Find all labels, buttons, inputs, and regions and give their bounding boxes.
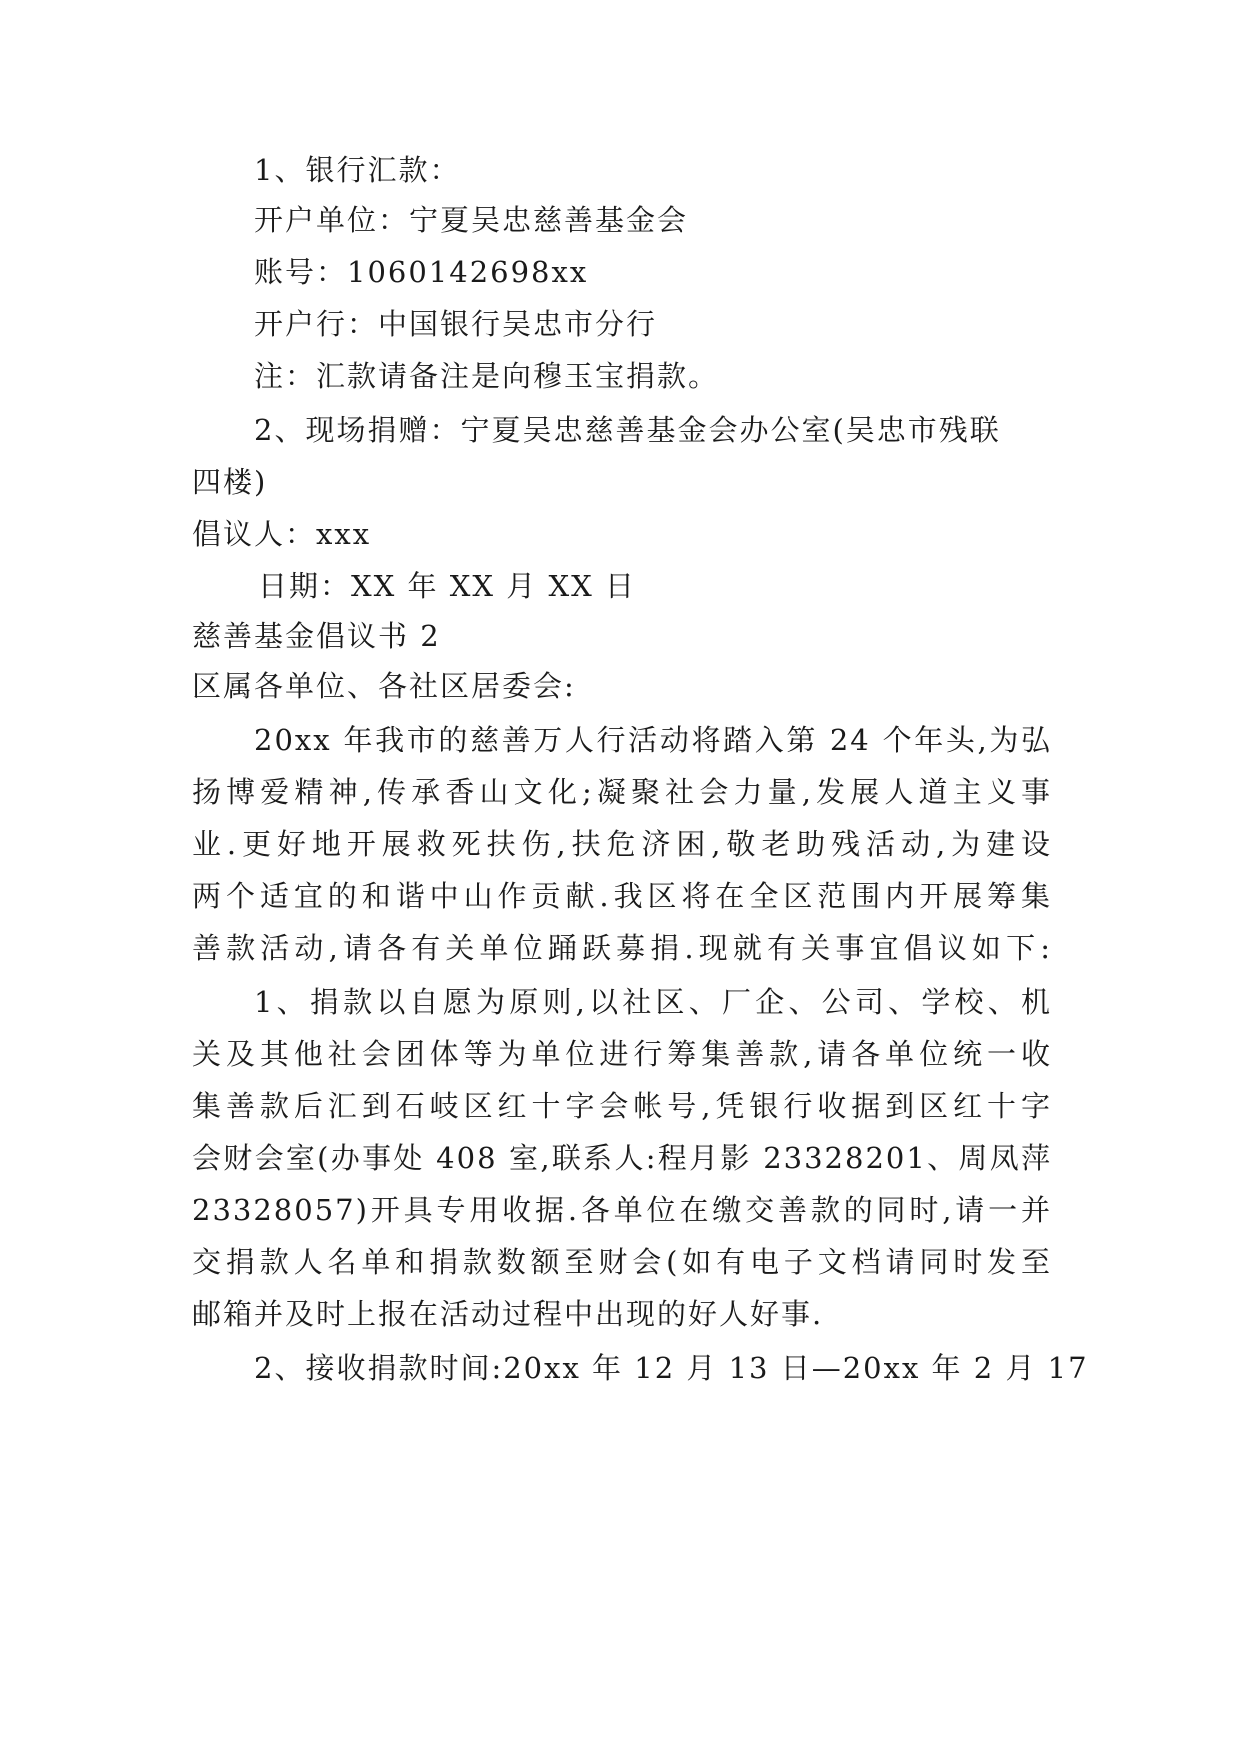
paragraph-line: 会财会室(办事处 408 室,联系人:程月影 23328201、周凤萍 [192, 1141, 1052, 1175]
paragraph-line: 业.更好地开展救死扶伤,扶危济困,敬老助残活动,为建设 [192, 827, 1052, 861]
paragraph-line: 交捐款人名单和捐款数额至财会(如有电子文档请同时发至 [192, 1245, 1052, 1279]
account-number: 账号：1060142698xx [254, 255, 589, 289]
paragraph-line: 善款活动,请各有关单位踊跃募捐.现就有关事宜倡议如下: [192, 931, 1052, 965]
initiator: 倡议人：xxx [192, 517, 372, 551]
paragraph-line: 扬博爱精神,传承香山文化;凝聚社会力量,发展人道主义事 [192, 775, 1052, 809]
paragraph-line: 关及其他社会团体等为单位进行筹集善款,请各单位统一收 [192, 1037, 1052, 1071]
paragraph-line: 邮箱并及时上报在活动过程中出现的好人好事. [192, 1297, 824, 1331]
proposal-title: 慈善基金倡议书 2 [192, 619, 441, 653]
remittance-note: 注：汇款请备注是向穆玉宝捐款。 [254, 359, 720, 393]
account-unit: 开户单位：宁夏吴忠慈善基金会 [254, 203, 689, 237]
bank-transfer-heading: 1、银行汇款： [254, 153, 461, 187]
paragraph-line: 20xx 年我市的慈善万人行活动将踏入第 24 个年头,为弘 [254, 723, 1052, 757]
salutation: 区属各单位、各社区居委会: [192, 669, 576, 703]
onsite-donation-line1: 2、现场捐赠：宁夏吴忠慈善基金会办公室(吴忠市残联 [254, 413, 1001, 447]
paragraph-line: 1、捐款以自愿为原则,以社区、厂企、公司、学校、机 [254, 985, 1052, 1019]
paragraph-line: 23328057)开具专用收据.各单位在缴交善款的同时,请一并 [192, 1193, 1052, 1227]
paragraph-line: 集善款后汇到石岐区红十字会帐号,凭银行收据到区红十字 [192, 1089, 1052, 1123]
onsite-donation-line2: 四楼) [192, 465, 268, 499]
date-line: 日期：XX 年 XX 月 XX 日 [258, 569, 636, 603]
paragraph-line: 两个适宜的和谐中山作贡献.我区将在全区范围内开展筹集 [192, 879, 1052, 913]
paragraph-line: 2、接收捐款时间:20xx 年 12 月 13 日—20xx 年 2 月 17 [254, 1351, 1089, 1385]
opening-bank: 开户行：中国银行吴忠市分行 [254, 307, 658, 341]
